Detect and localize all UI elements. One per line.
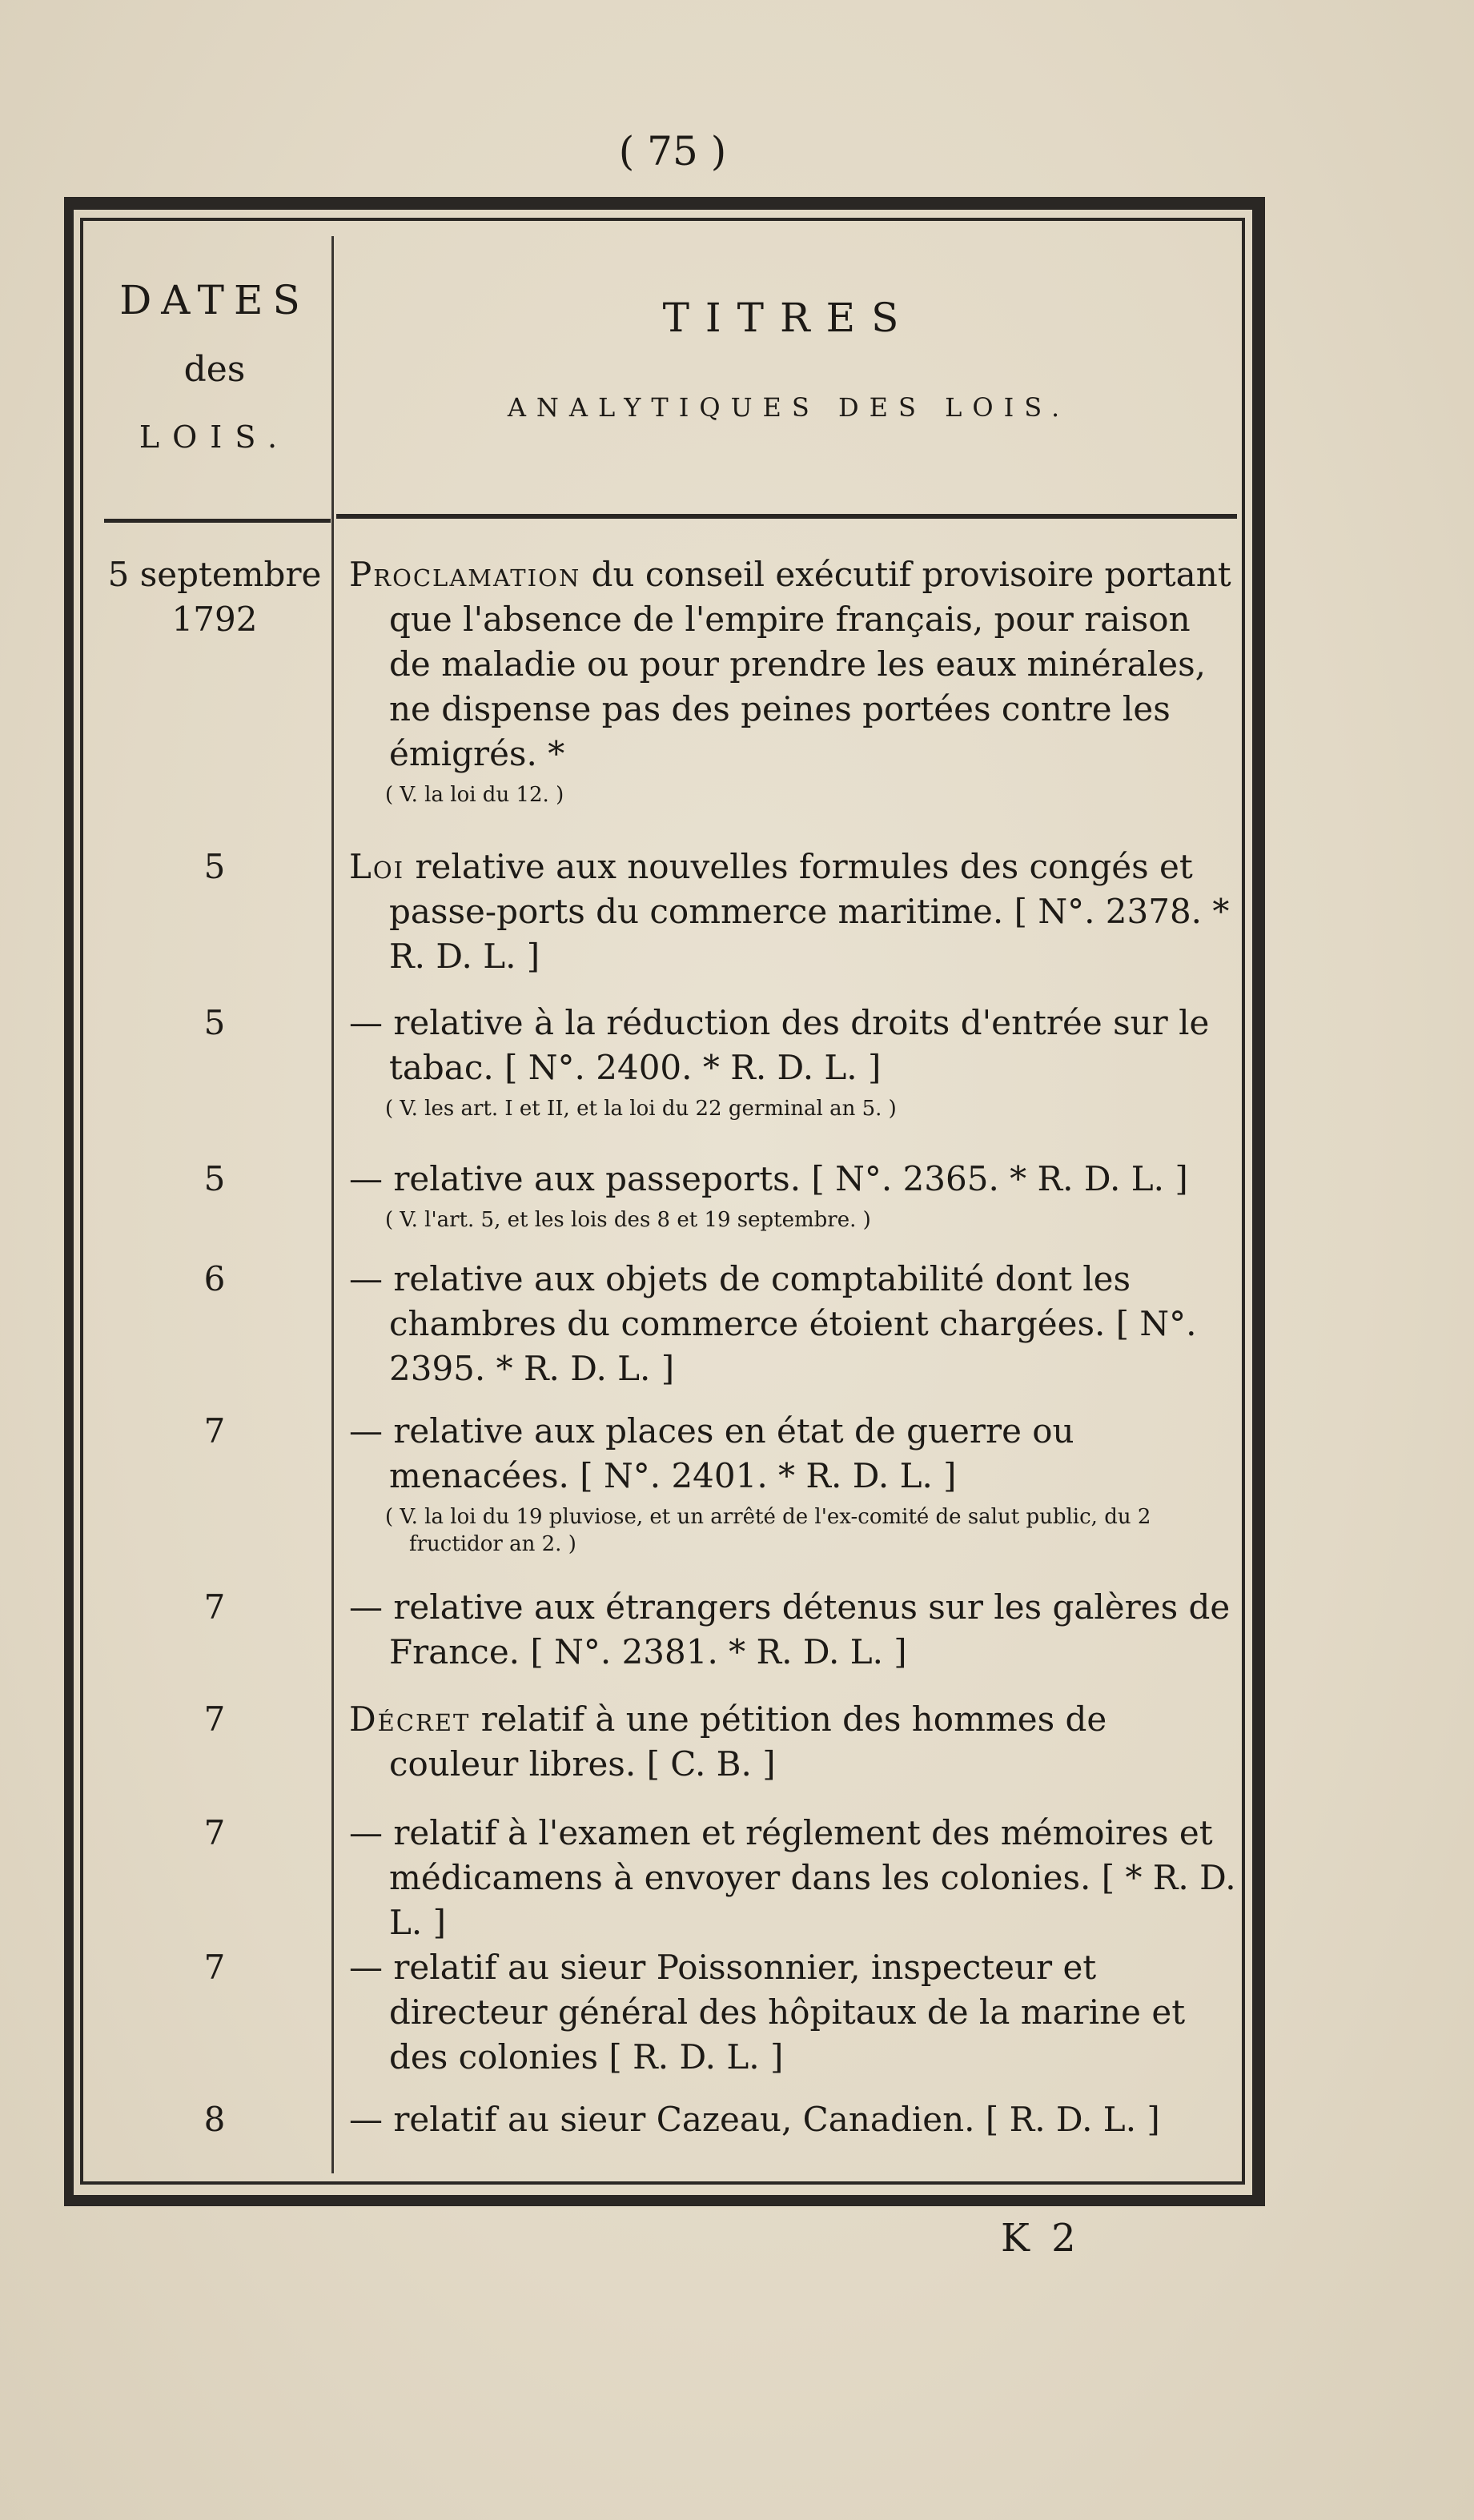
entry-note: ( V. les art. I et II, et la loi du 22 germinal an 5. )	[385, 1097, 897, 1121]
entry-note: ( V. la loi du 19 pluviose, et un arrêté de l'ex-comité de salut public, du 2 fructidor an 2. )	[385, 1505, 1151, 1556]
entry-title	[349, 1585, 1238, 1675]
frame-inner-rule	[80, 218, 83, 2184]
entry-title	[349, 1945, 1238, 2080]
entry-date: 8	[203, 2100, 226, 2139]
entry-title	[349, 845, 1238, 979]
entry-title	[349, 552, 1238, 809]
dates-column-subheading: des	[183, 349, 246, 390]
entry-title	[349, 2097, 1238, 2142]
header-rule	[104, 519, 331, 523]
entry-text: — relatif au sieur Cazeau, Canadien. [ R. D. L. ]	[349, 2100, 1160, 2139]
entry-date-day: 5 septembre	[107, 555, 322, 594]
dates-column-heading: DATES	[119, 277, 310, 323]
frame-inner-rule	[80, 218, 1245, 221]
entry-date: 6	[203, 1259, 226, 1298]
entry-lead-word: Loi	[349, 847, 405, 886]
entry-title	[349, 1811, 1238, 1945]
entry-date: 7	[203, 1699, 226, 1739]
entry-lead-word: Proclamation	[349, 555, 581, 594]
entry-date: 5	[203, 1159, 226, 1198]
titles-column-heading: TITRES	[662, 295, 915, 341]
entry-text: — relative aux passeports. [ N°. 2365. * R. D. L. ]	[349, 1159, 1188, 1198]
entry-date: 5	[203, 847, 226, 886]
entry-title	[349, 1257, 1238, 1391]
frame-inner-rule	[1242, 218, 1245, 2184]
entry-date: 7	[203, 1411, 226, 1451]
dates-column-lois: LOIS.	[139, 419, 291, 455]
titles-column-subheading: ANALYTIQUES DES LOIS.	[507, 392, 1070, 423]
entry-text: — relatif au sieur Poissonnier, inspecteur et directeur général des hôpitaux de la marine et des colonies [ R. D. L. ]	[349, 1948, 1186, 2077]
entry-text: — relative aux objets de comptabilité dont les chambres du commerce étoient chargées. [ N°. 2395. * R. D. L. ]	[349, 1259, 1197, 1388]
entry-text: — relative aux étrangers détenus sur les galères de France. [ N°. 2381. * R. D. L. ]	[349, 1587, 1231, 1671]
entry-text: — relative à la réduction des droits d'entrée sur le tabac. [ N°. 2400. * R. D. L. ]	[349, 1003, 1210, 1087]
entry-date: 7	[203, 1813, 226, 1852]
entry-text: — relative aux places en état de guerre ou menacées. [ N°. 2401. * R. D. L. ]	[349, 1411, 1074, 1495]
page-number: ( 75 )	[618, 128, 727, 175]
frame-inner-rule	[80, 2181, 1245, 2185]
header-rule	[336, 514, 1237, 519]
entry-text: relatif à une pétition des hommes de couleur libres. [ C. B. ]	[389, 1699, 1107, 1784]
entry-title	[349, 1157, 1238, 1234]
entry-title	[349, 1409, 1238, 1558]
signature-mark: K 2	[1001, 2216, 1081, 2261]
entry-date: 7	[203, 1948, 226, 1987]
entry-note: ( V. l'art. 5, et les lois des 8 et 19 septembre. )	[385, 1208, 871, 1232]
entry-lead-word: Décret	[349, 1699, 471, 1739]
entry-date: 7	[203, 1587, 226, 1627]
entry-text: relative aux nouvelles formules des congés et passe-ports du commerce maritime. [ N°. 2378. * R. D. L. ]	[389, 847, 1230, 976]
column-divider	[331, 236, 334, 2173]
entry-note: ( V. la loi du 12. )	[385, 783, 564, 807]
entry-title	[349, 1001, 1238, 1122]
entry-date	[94, 552, 335, 642]
entry-title	[349, 1697, 1238, 1787]
entry-text: du conseil exécutif provisoire portant que l'absence de l'empire français, pour raison de maladie ou pour prendre les eaux minérales, ne dispense pas des peines portées contre les émigrés. *	[389, 555, 1231, 773]
entry-date: 5	[203, 1003, 226, 1042]
entry-text: — relatif à l'examen et réglement des mémoires et médicamens à envoyer dans les colonies. [ * R. D. L. ]	[349, 1813, 1236, 1942]
entry-date-year: 1792	[171, 600, 258, 639]
